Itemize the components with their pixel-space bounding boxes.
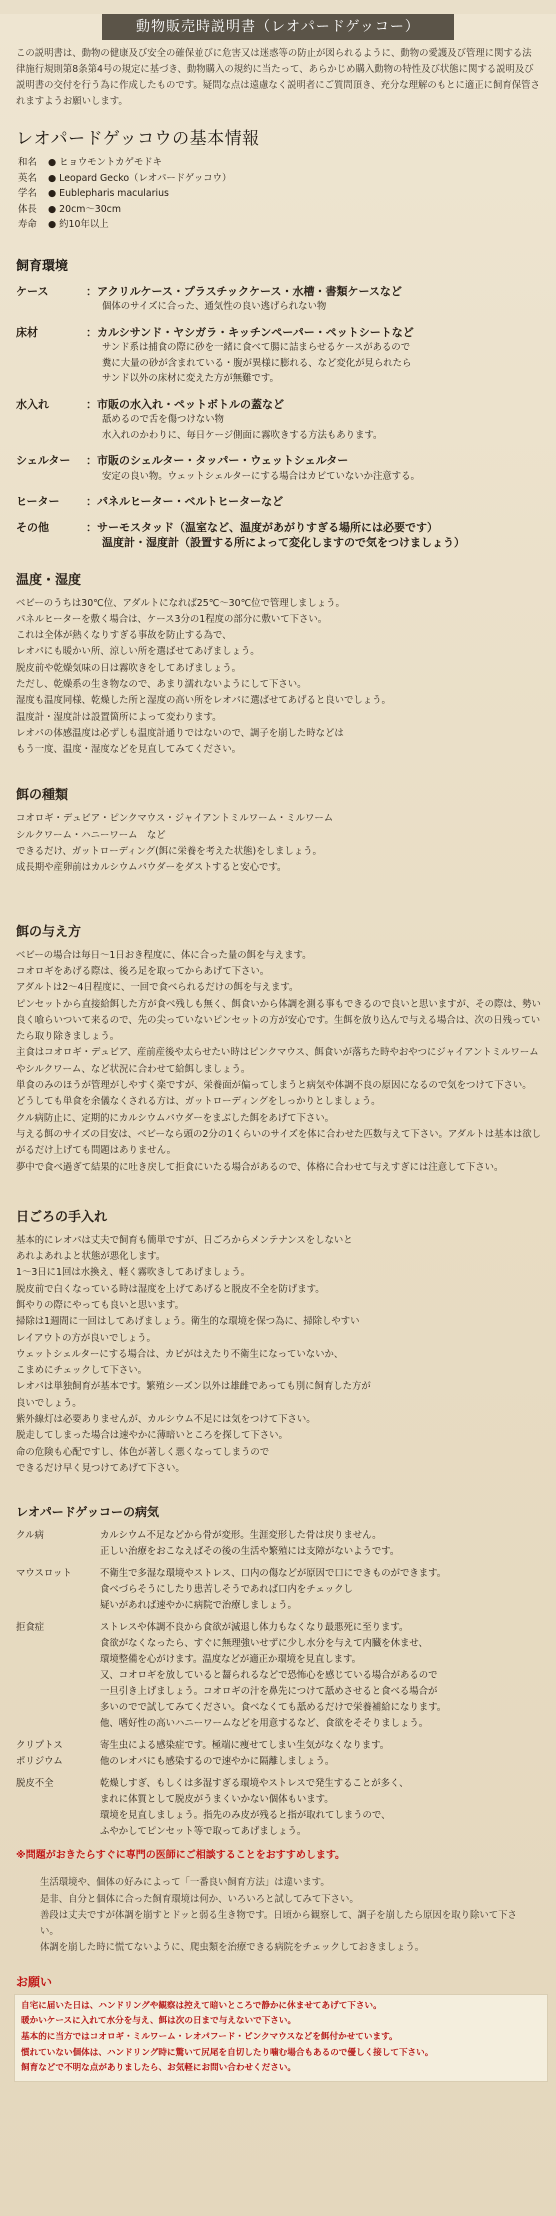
env-row-head: ：カルシサンド・ヤシガラ・キッチンペーパー・ペットシートなど: [86, 325, 414, 339]
care-line: できるだけ早く見つけてあげて下さい。: [16, 1462, 185, 1474]
care-line: 餌やりの際にやっても良いと思います。: [16, 1300, 185, 1311]
illness-line: ストレスや体調不良から食欲が減退し体力もなくなり最悪死に至ります。: [100, 1622, 409, 1634]
env-row-body: [86, 284, 542, 315]
care-line: 基本的にレオパは丈夫で飼育も簡単ですが、日ごろからメンテナンスをしないと: [16, 1234, 353, 1246]
food-line: コオロギ・デュビア・ピンクマウス・ジャイアントミルワーム・ミルワーム: [16, 813, 334, 825]
illness-row: [16, 1620, 542, 1732]
closing-line: 是非、自分と個体に合った飼育環境は何か、いろいろと試してみて下さい。: [40, 1893, 359, 1905]
request-line: 飼育などで不明な点がありましたら、お気軽にお問い合わせください。: [21, 2063, 297, 2074]
illness-line: 環境を見直しましょう。指先のみ皮が残ると指が取れてしまうので、: [100, 1810, 391, 1822]
request-heading: お願い: [16, 1974, 53, 1989]
illness-row: [16, 1738, 542, 1770]
illness-line: 多いのでで試してみてください。食べなくても舐めるだけで栄養補給になります。: [100, 1702, 447, 1714]
illness-line: 正しい治療をおこなえばその後の生活や繁殖には支障がないようです。: [100, 1546, 400, 1558]
env-row-line: 水入れのかわりに、毎日ケージ側面に霧吹きする方法もあります。: [102, 429, 383, 441]
closing-line: 体調を崩した時に慌てないように、爬虫類を治療できる病院をチェックしておきましょう。: [40, 1942, 425, 1954]
care-line: 脱皮前で白くなっている時は湿度を上げてあげると脱皮不全を防げます。: [16, 1283, 325, 1295]
env-row-label: シェルター: [16, 454, 71, 467]
illness-row: [16, 1566, 542, 1614]
temp-line: レオパの体感温度は必ずしも温度計通りではないので、調子を崩した時などは: [16, 727, 344, 739]
env-row-label: ケース: [16, 284, 49, 298]
feeding-line: ベビーの場合は毎日〜1日おき程度に、体に合った量の餌を与えます。: [16, 949, 312, 961]
temp-line: ただし、乾燥系の生き物なので、あまり濡れないようにして下さい。: [16, 678, 307, 690]
env-row: [16, 494, 542, 510]
env-row-head: ：パネルヒーター・ベルトヒーターなど: [86, 495, 284, 508]
illness-name: 拒食症: [16, 1622, 45, 1634]
env-row-head: ：市販のシェルター・タッパー・ウェットシェルター: [86, 454, 349, 467]
illness-heading: レオパードゲッコーの病気: [16, 1505, 160, 1520]
food-heading: 餌の種類: [16, 788, 69, 804]
env-row-body: [86, 520, 542, 551]
illness-desc: [100, 1776, 542, 1840]
env-row-label: 水入れ: [16, 397, 49, 411]
env-row-line: 舐めるので舌を傷つけない物: [102, 414, 224, 425]
basic-info-heading: レオパードゲッコウの基本情報: [16, 129, 260, 149]
illness-line: 不衛生で多湿な環境やストレス、口内の傷などが原因で口にできものができます。: [100, 1568, 447, 1580]
temp-line: 脱皮前や乾燥気味の日は霧吹きをしてあげましょう。: [16, 662, 242, 674]
care-line: レイアウトの方が良いでしょう。: [16, 1332, 156, 1344]
illness-list: [14, 1528, 542, 1840]
care-line: 紫外線灯は必要ありませんが、カルシウム不足には気をつけて下さい。: [16, 1414, 316, 1426]
env-row-line: 安定の良い物。ウェットシェルターにする場合はカビていないか注意する。: [102, 470, 420, 482]
env-list: [14, 284, 542, 551]
illness-line: まれに体質として脱皮がうまくいかない個体もいます。: [100, 1794, 334, 1806]
care-line: 命の危険も心配ですし、体色が著しく悪くなってしまうので: [16, 1446, 270, 1458]
env-row-body: [86, 397, 542, 444]
request-line: 基本的に当方ではコオロギ・ミルワーム・レオパフード・ピンクマウスなどを餌付かせています。: [21, 2031, 398, 2042]
feeding-line: ピンセットから直接給餌した方が食べ残しも無く、餌食いから体調を測る事もできるので良いと思いますが、その際は、勢い良く喰らいついて来るので、先の尖っていないピンセットの方が安心です。生餌を放り込んで与える場合は、次の日残っていたら取り除きましょう。: [16, 998, 541, 1043]
illness-desc: [100, 1566, 542, 1614]
env-row: [16, 325, 542, 387]
env-row: [16, 284, 542, 315]
illness-line: ふやかしてピンセット等で取ってあげましょう。: [100, 1826, 307, 1838]
env-row: [16, 520, 542, 551]
care-line: こまめにチェックして下さい。: [16, 1365, 147, 1377]
illness-row: [16, 1776, 542, 1840]
feeding-line: アダルトは2〜4日程度に、一回で食べられるだけの餌を与えます。: [16, 982, 299, 994]
temp-text: [14, 596, 542, 759]
illness-line: 疑いがあれば速やかに病院で治療しましょう。: [100, 1600, 297, 1612]
illness-line: 又、コオロギを放していると齧られるなどで恐怖心を感じている場合があるので: [100, 1670, 438, 1682]
food-line: シルクワーム・ハニーワーム など: [16, 829, 166, 841]
env-row-line: サンド以外の床材に変えた方が無難です。: [102, 373, 279, 384]
basic-row: 英名 ● Leopard Gecko（レオパードゲッコウ）: [18, 172, 232, 184]
illness-name: クル病: [16, 1530, 44, 1542]
temp-heading: 温度・湿度: [16, 572, 82, 588]
illness-name: クリプトス ポリジウム: [16, 1740, 63, 1768]
feeding-line: 夢中で食べ過ぎて結果的に吐き戻して拒食にいたる場合があるので、体格に合わせて与えすぎには注意して下さい。: [16, 1161, 504, 1173]
illness-desc: [100, 1620, 542, 1732]
request-line: 暖かいケースに入れて水分を与え、餌は次の日まで与えないで下さい。: [21, 2016, 297, 2027]
feeding-text: [14, 948, 542, 1176]
env-row-label: 床材: [16, 325, 38, 339]
care-line: 脱走してしまった場合は速やかに薄暗いところを探して下さい。: [16, 1430, 288, 1442]
basic-row: 寿命 ● 約10年以上: [18, 219, 109, 230]
illness-line: 一旦引き上げましょう。コオロギの汁を鼻先につけて舐めさせると食べる場合が: [100, 1686, 438, 1698]
env-row-line: 個体のサイズに合った、通気性の良い逃げられない物: [102, 301, 327, 312]
env-row: [16, 397, 542, 444]
env-row-label: その他: [16, 520, 49, 534]
env-row-line: 糞に大量の砂が含まれている・腹が異様に膨れる、など変化が見られたら: [102, 357, 412, 369]
env-heading: 飼育環境: [16, 258, 69, 274]
env-row-head2: 温度計・湿度計（設置する所によって変化しますので気をつけましょう）: [102, 536, 465, 549]
closing-line: 生活環境や、個体の好みによって「一番良い飼育方法」は違います。: [40, 1877, 330, 1889]
care-heading: 日ごろの手入れ: [16, 1209, 108, 1225]
illness-line: 食欲がなくなったら、すぐに無理強いせずに少し水分を与えて内臓を休ませ、: [100, 1638, 428, 1650]
request-box: [14, 1994, 548, 2082]
food-line: 成長期や産卵前はカルシウムパウダーをダストすると安心です。: [16, 862, 287, 874]
env-row-head: ：サーモスタッド（温室など、温度があがりすぎる場所には必要です）: [86, 520, 438, 534]
env-row-body: [86, 453, 542, 484]
temp-line: もう一度、温度・湿度などを見直してみてください。: [16, 744, 242, 756]
illness-line: 環境整備を心がけます。温度などが適正か環境を見直します。: [100, 1654, 362, 1666]
feeding-line: クル病防止に、定期的にカルシウムパウダーをまぶした餌をあげて下さい。: [16, 1112, 335, 1124]
illness-line: 他のレオパにも感染するので速やかに隔離しましょう。: [100, 1756, 335, 1768]
temp-line: 湿度も温度同様、乾燥した所と湿度の高い所をレオパに選ばせてあげると良いでしょう。: [16, 695, 391, 707]
feeding-heading: 餌の与え方: [16, 924, 82, 940]
basic-info-list: [14, 155, 542, 233]
feeding-line: 主食はコオロギ・デュビア、産前産後や太らせたい時はピンクマウス、餌食いが落ちた時やおやつにジャイアントミルワームやシルクワーム、など状況に合わせて給餌しましょう。: [16, 1047, 539, 1075]
closing-line: 善段は丈夫ですが体調を崩すとドッと弱る生き物です。日頃から観察して、調子を崩したら原因を取り除いて下さい。: [40, 1909, 517, 1938]
temp-line: これは全体が熱くなりすぎる事故を防止する為で、: [16, 630, 232, 642]
illness-line: 寄生虫による感染症です。極端に痩せてしまい生気がなくなります。: [100, 1740, 390, 1752]
care-line: 1〜3日に1回は水換え、軽く霧吹きしてあげましょう。: [16, 1267, 251, 1279]
illness-line: 他、嗜好性の高いハニーワームなどを用意するなど、食欲をそそりましょう。: [100, 1718, 429, 1730]
illness-line: カルシウム不足などから骨が変形。生涯変形した骨は戻りません。: [100, 1530, 382, 1542]
care-line: あれよあれよと状態が悪化します。: [16, 1251, 166, 1263]
feeding-line: コオロギをあげる際は、後ろ足を取ってからあげて下さい。: [16, 965, 270, 977]
food-line: できるだけ、ガットローディング(餌に栄養を考えた状態)をしましょう。: [16, 846, 322, 858]
food-text: [14, 811, 542, 876]
request-line: 慣れていない個体は、ハンドリング時に驚いて尻尾を自切したり噛む場合もあるので優しく接して下さい。: [21, 2047, 434, 2058]
feeding-line: どうしても単食を余儀なくされる方は、ガットローディングをしっかりとしましょう。: [16, 1096, 381, 1108]
care-text: [14, 1233, 542, 1477]
care-line: ウェットシェルターにする場合は、カビがはえたり不衛生になっていないか、: [16, 1348, 344, 1360]
illness-row: [16, 1528, 542, 1560]
temp-line: ベビーのうちは30℃位、アダルトになれば25℃〜30℃位で管理しましょう。: [16, 597, 345, 609]
page: [0, 14, 556, 2216]
illness-line: 乾燥しすぎ、もしくは多湿すぎる環境やストレスで発生することが多く、: [100, 1778, 409, 1790]
env-row-line: サンド系は捕食の際に砂を一緒に食べて腸に詰まらせるケースがあるので: [102, 342, 411, 353]
care-line: レオパは単独飼育が基本です。繁殖シーズン以外は雄雌であっても別に飼育した方が: [16, 1381, 371, 1393]
illness-desc: [100, 1528, 542, 1560]
env-row-head: ：市販の水入れ・ペットボトルの蓋など: [86, 397, 284, 411]
temp-line: レオパにも暖かい所、涼しい所を選ばせてあげましょう。: [16, 646, 260, 658]
illness-line: 食べづらそうにしたり患苦しそうであれば口内をチェックし: [100, 1584, 353, 1596]
temp-line: パネルヒーターを敷く場合は、ケース3分の1程度の部分に敷いて下さい。: [16, 613, 328, 625]
env-row: [16, 453, 542, 484]
feeding-line: 与える餌のサイズの目安は、ベビーなら頭の2分の1くらいのサイズを体に合わせた匹数与えて下さい。アダルトは基本は欲しがるだけ上げても問題はありません。: [16, 1128, 542, 1157]
care-line: 掃除は1週間に一回はしてあげましょう。衛生的な環境を保つ為に、掃除しやすい: [16, 1316, 360, 1328]
basic-row: 学名 ● Eublepharis macularius: [18, 188, 169, 199]
basic-row: 和名 ● ヒョウモントカゲモドキ: [18, 157, 163, 168]
env-row-label: ヒーター: [16, 495, 60, 508]
illness-name: マウスロット: [16, 1568, 72, 1580]
request-line: 自宅に届いた日は、ハンドリングや観察は控えて暗いところで静かに休ませてあげて下さい。: [21, 2000, 382, 2011]
page-title: 動物販売時説明書（レオパードゲッコー）: [102, 14, 454, 40]
closing-text: [14, 1875, 542, 1956]
care-line: 良いでしょう。: [16, 1397, 82, 1409]
env-row-body: [86, 494, 542, 510]
illness-name: 脱皮不全: [16, 1778, 54, 1790]
temp-line: 温度計・湿度計は設置箇所によって変わります。: [16, 711, 222, 723]
warning-text: ※問題がおきたらすぐに専門の医師にご相談することをおすすめします。: [16, 1850, 346, 1862]
feeding-line: 単食のみのほうが管理がしやすく楽ですが、栄養面が偏ってしまうと病気や体調不良の原因になるので気をつけて下さい。: [16, 1080, 532, 1092]
illness-desc: [100, 1738, 542, 1770]
env-row-body: [86, 325, 542, 387]
intro-text: この説明書は、動物の健康及び安全の確保並びに危害又は迷惑等の防止が図られるように、動物の愛護及び管理に関する法律施行規則第8条第4号の規定に基づき、動物購入の規約に当たって、あらかじめ購入動物の特性及び状態に関する説明及び説明書の交付を行う為に作成したものです。疑問な点は遠慮なく説明者にご質問頂き、充分な理解のもとに適正に飼育保管されますようお願いします。: [16, 48, 540, 107]
basic-row: 体長 ● 20cm〜30cm: [18, 203, 121, 215]
env-row-head: ：アクリルケース・プラスチックケース・水槽・書類ケースなど: [86, 284, 402, 298]
